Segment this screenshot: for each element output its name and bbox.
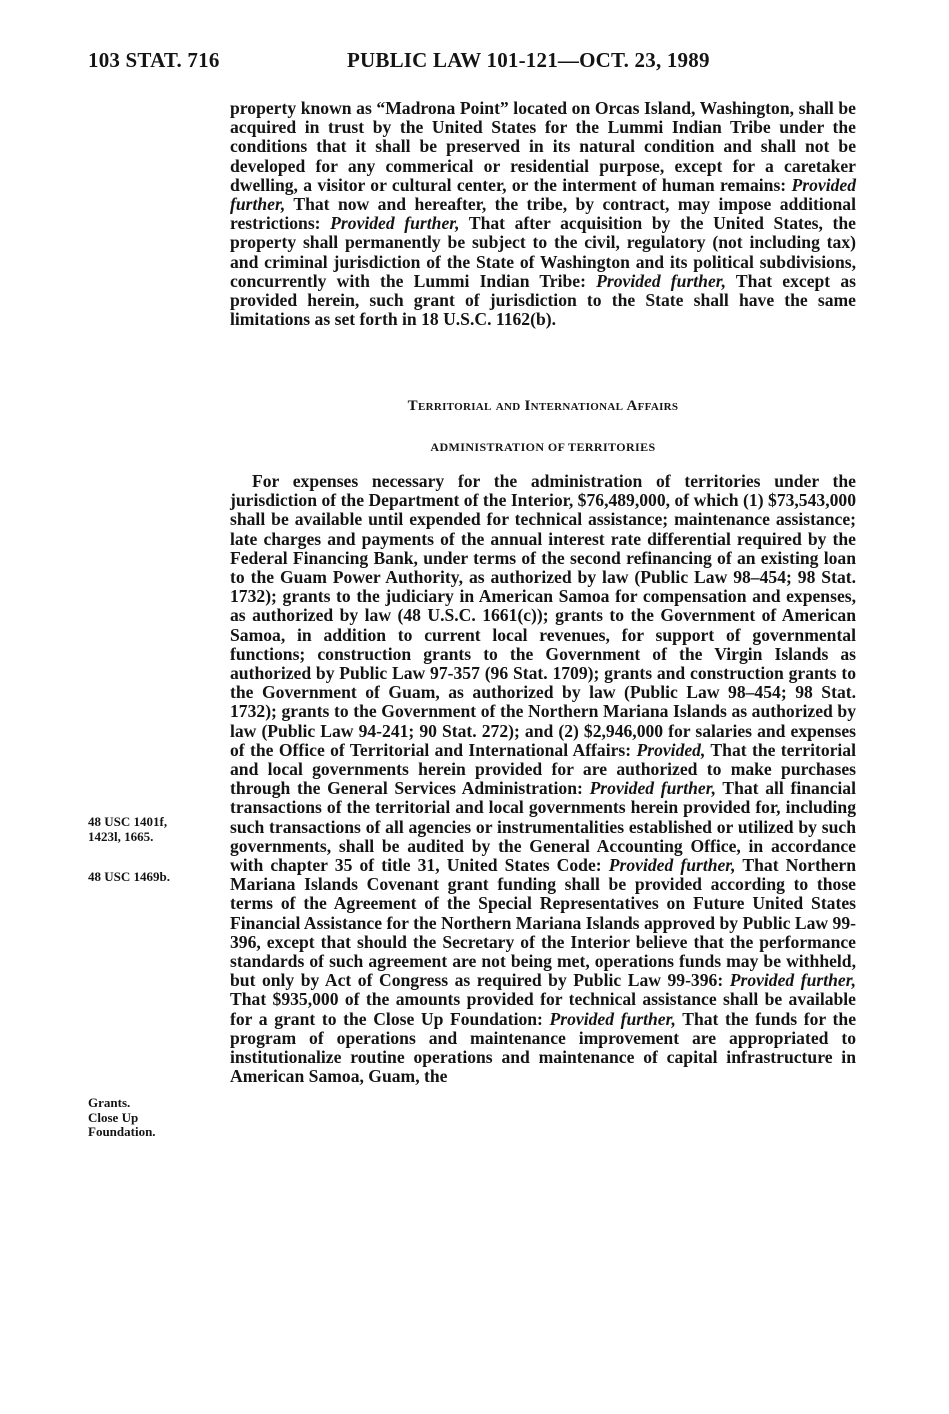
paragraph-text: For expenses necessary for the administration of territories under the jurisdiction of the Department of the Interior, $76,489,000, of which (1) $73,543,000 shall be available until expended for technical assistance; maintenance assistance; late charges and payments of the annual interest rate differential required by the Federal Financing Bank, under terms of the second refinancing of an existing loan to the Guam Power Authority, as authorized by law (Public Law 98–454; 98 Stat. 1732); grants to the judiciary in American Samoa for compensation and expenses, as authorized by law (48 U.S.C. 1661(c)); grants to the Government of American Samoa, in addition to current local revenues, for support of governmental functions; construction grants to the Government of the Virgin Islands as authorized by Public Law 97-357 (96 Stat. 1709); grants and construction grants to the Government of Guam, as authorized by law (Public Law 98–454; 98 Stat. 1732); grants to the Government of the Northern Mariana Islands as authorized by law (Public Law 94-241; 90 Stat. 272); and (2) $2,946,000 for salaries and expenses of the Office of Territorial and International Affairs: Provided, That the territorial and local governments herein provided for are authorized to make purchases through the General Services Administration: Provided further, That all financial transactions of the territorial and local governments herein provided for, including such transactions of all agencies or instrumentalities established or utilized by such governments, shall be audited by the General Accounting Office, in accordance with chapter 35 of title 31, United States Code: Provided further, That Northern Mariana Islands Covenant grant funding shall be provided according to those terms of the Agreement of the Special Representatives on Future United States Financial Assistance for the Northern Mariana Islands approved by Public Law 99-396, except that should the Secretary of the Interior believe that the performance standards of such agreement are not being met, operations funds may be withheld, but only by Act of Congress as required by Public Law 99-396: Provided further, That $935,000 of the amounts provided for technical assistance shall be available for a grant to the Close Up Foundation: Provided further, That the funds for the program of operations and maintenance improvement are appropriated to institutionalize routine operations and maintenance of capital infrastructure in American Samoa, Guam, the bbox=[230, 471, 857, 1087]
paragraph-text: property known as “Madrona Point” located on Orcas Island, Washington, shall be acquired in trust by the United States for the Lummi Indian Tribe under the conditions that it shall be preserved in its natural condition and shall not be developed for any commerical or residential purpose, except for a caretaker dwelling, a visitor or cultural center, or the interment of human remains: Provided further, That now and hereafter, the tribe, by contract, may impose additional restrictions: Provided further, That after acquisition by the United States, the property shall permanently be subject to the civil, regulatory (not including tax) and criminal jurisdiction of the State of Washington and its political subdivisions, concurrently with the Lummi Indian Tribe: Provided further, That except as provided herein, such grant of jurisdiction to the State shall have the same limitations as set forth in 18 U.S.C. 1162(b). bbox=[230, 98, 856, 330]
margin-note-48-usc-1469b: 48 USC 1469b. bbox=[88, 869, 170, 884]
statute-page-number: 103 STAT. 716 bbox=[88, 48, 220, 72]
page-header bbox=[88, 48, 858, 78]
paragraph-madrona-point bbox=[230, 99, 856, 329]
subsection-heading-administration: ADMINISTRATION OF TERRITORIES bbox=[430, 440, 656, 454]
paragraph-administration-of-territories bbox=[230, 472, 856, 1087]
margin-note-grants-close-up: Grants. Close Up Foundation. bbox=[88, 1095, 156, 1139]
section-heading-territorial-affairs: Territorial and International Affairs bbox=[407, 398, 679, 414]
public-law-title: PUBLIC LAW 101-121—OCT. 23, 1989 bbox=[347, 48, 710, 72]
margin-note-48-usc-1401f: 48 USC 1401f, 1423l, 1665. bbox=[88, 814, 168, 844]
